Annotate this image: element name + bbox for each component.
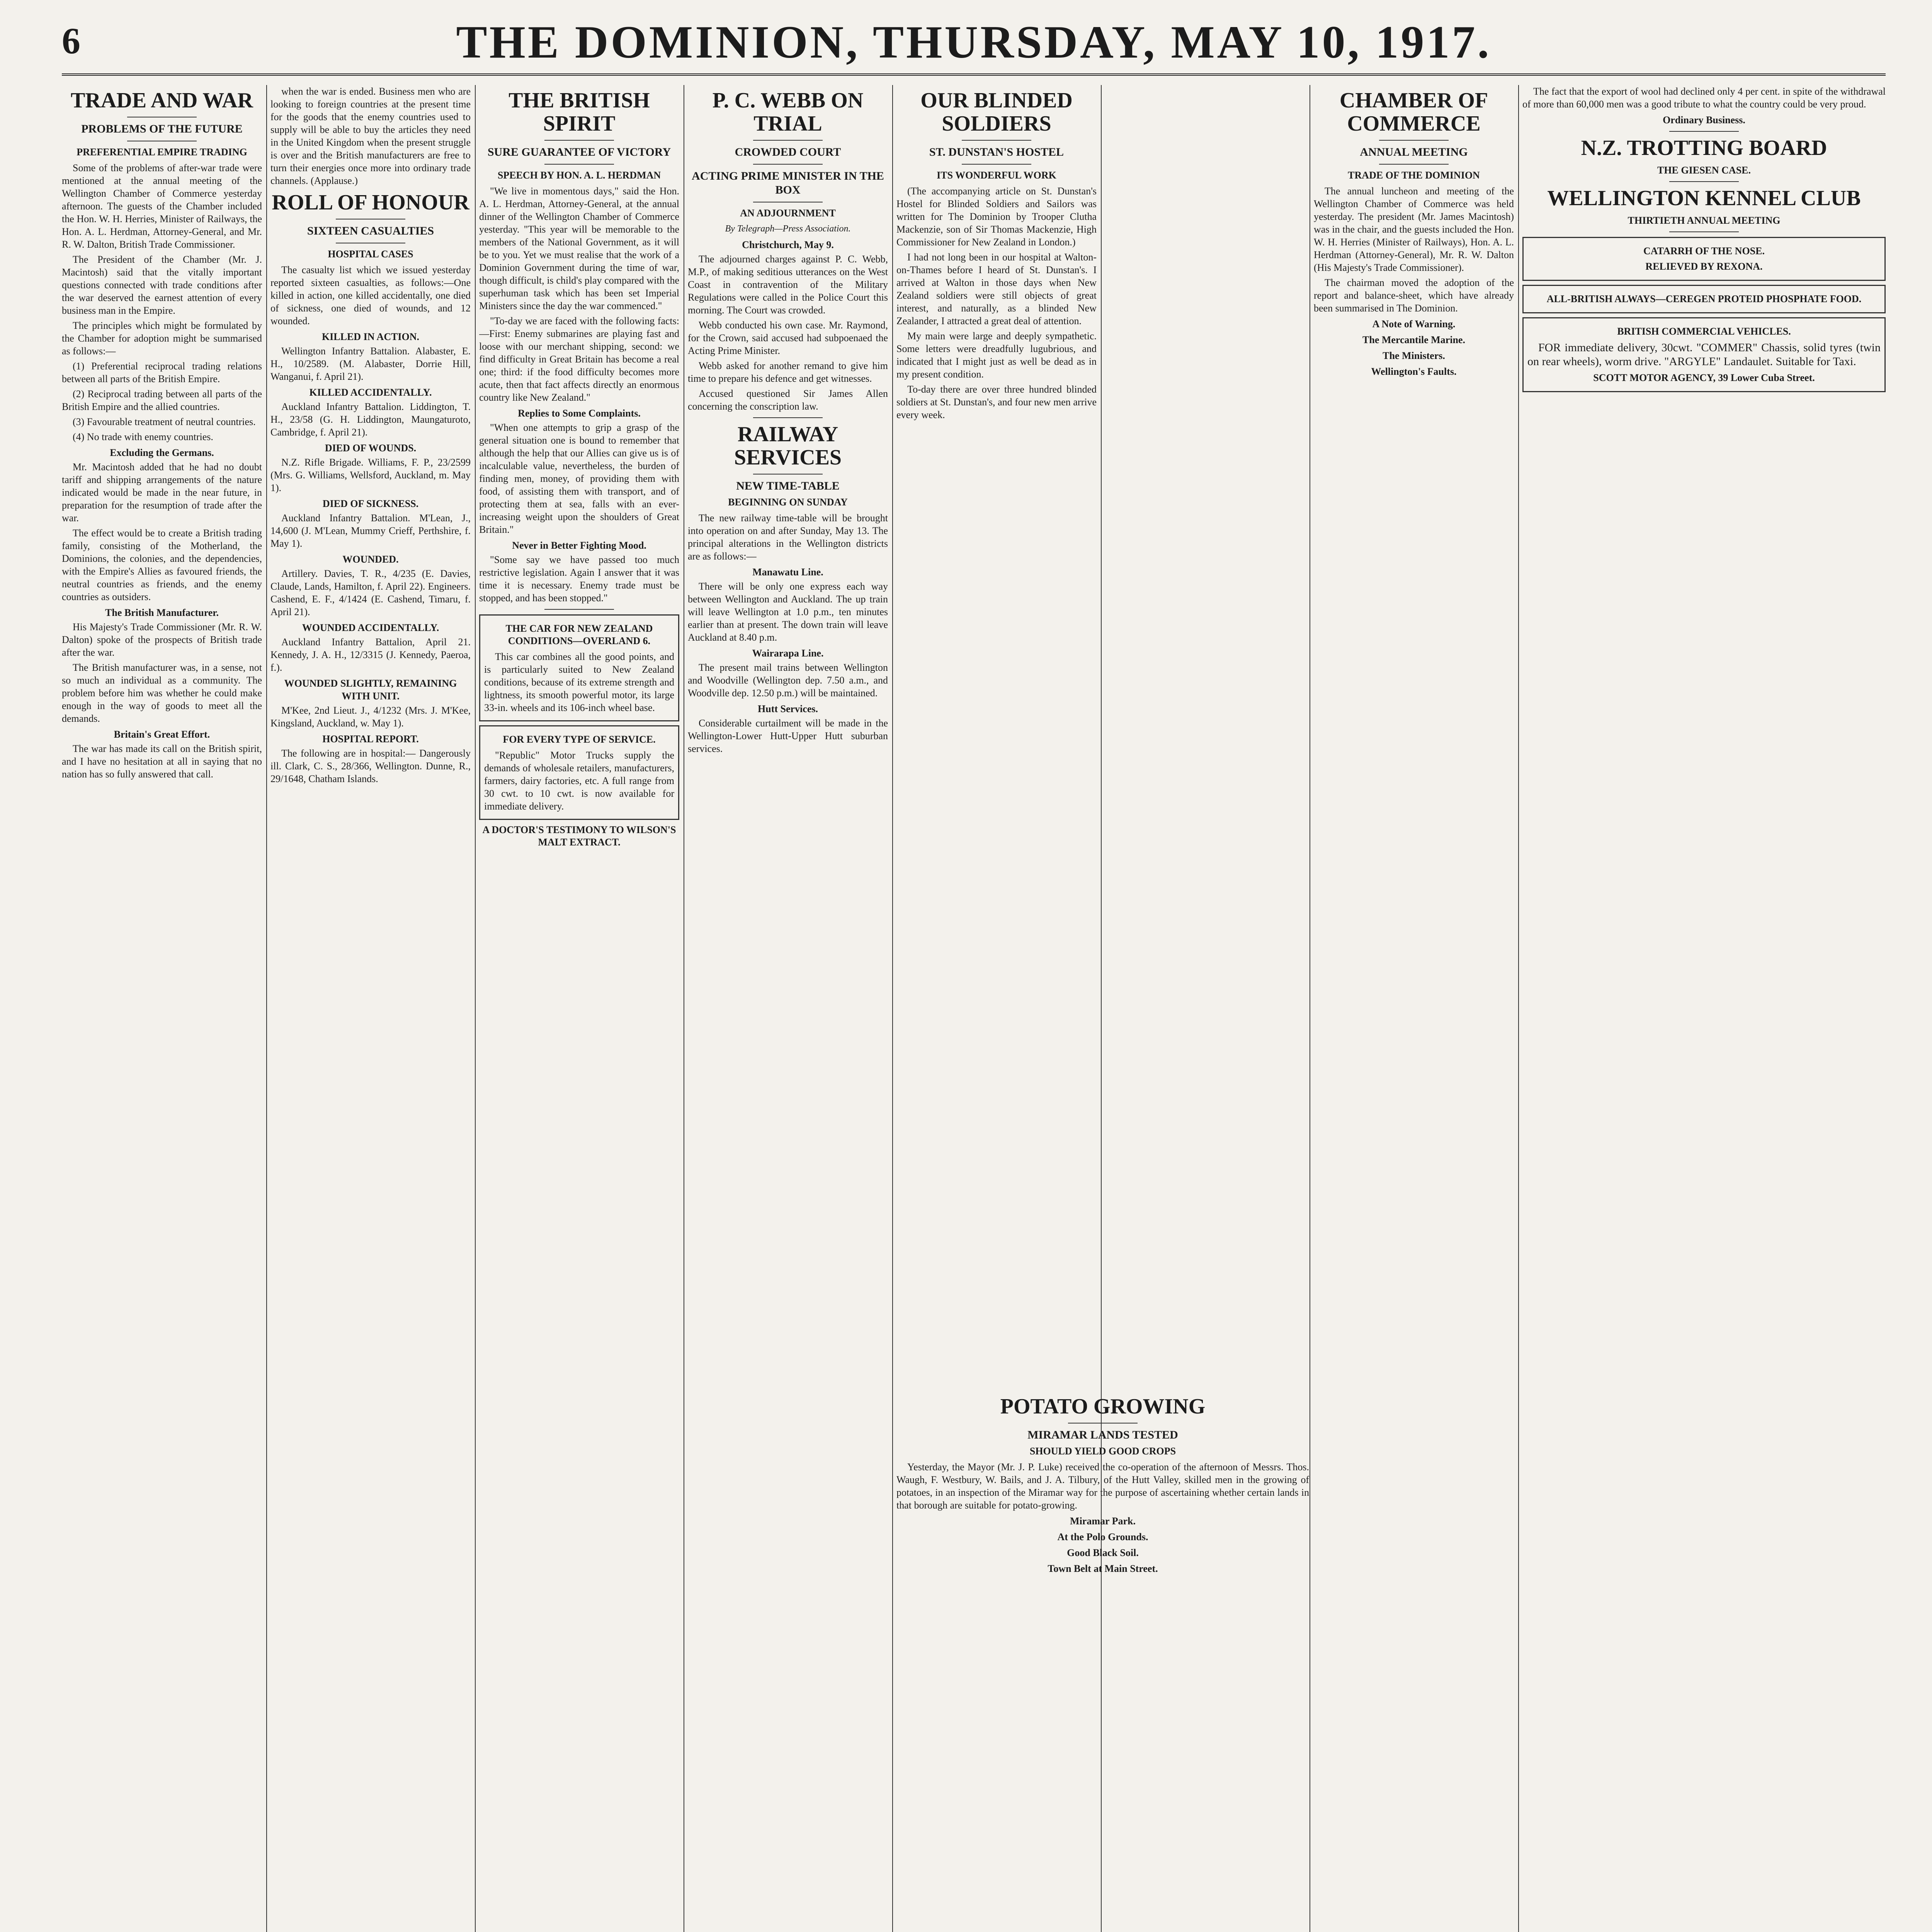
spacer [1105,85,1305,1337]
deck: CROWDED COURT [735,146,841,158]
subheading: KILLED IN ACTION. [321,331,420,342]
paragraph: Auckland Infantry Battalion, April 21. Kennedy, J. A. H., 12/3315 (J. Kennedy, Paeroa, f.). [270,636,471,673]
subheading: DIED OF SICKNESS. [322,498,419,509]
deck: PREFERENTIAL EMPIRE TRADING [77,146,247,158]
subheading: Never in Better Fighting Mood. [512,540,646,551]
paragraph: M'Kee, 2nd Lieut. J., 4/1232 (Mrs. J. M'Kee, Kingsland, Auckland, w. May 1). [270,705,471,729]
ad-text: This car combines all the good points, and is particularly suited to New Zealand conditions, because of its extreme strength and lightness, its smooth powerful motor, its large 33-in. wheels and its 106-inch wheel base. [484,651,674,713]
paragraph: Some of the problems of after-war trade were mentioned at the annual meeting of the Wellington Chamber of Commerce yesterday afternoon. The guests of the Chamber included the Hon. W. H. Herries, Minister of Railways, the Hon. A. L. Herdman, Attorney-General, and Mr. R. W. Dalton, British Trade Commissioner. [62,162,262,250]
headline-chamber-of-commerce: CHAMBER OF COMMERCE [1339,88,1488,136]
ad-text: "Republic" Motor Trucks supply the demands of wholesale retailers, manufacturers, farmers, dairy factories, etc. A full range from 30 cwt. to 10 cwt. is now available for immediate delivery. [484,750,674,812]
paragraph: The British manufacturer was, in a sense, not so much an individual as a community. The problem before him was whether he could make enough in the way of goods to meet all the demands. [62,662,262,724]
divider [1379,164,1449,165]
deck: SHOULD YIELD GOOD CROPS [1029,1446,1176,1457]
subheading: A Note of Warning. [1372,318,1456,330]
subheading: KILLED ACCIDENTALLY. [309,387,432,398]
deck: SURE GUARANTEE OF VICTORY [487,146,671,158]
subheading: HOSPITAL REPORT. [322,733,419,745]
paragraph: (The accompanying article on St. Dunstan's Hostel for Blinded Soldiers and Sailors was written for The Dominion by Trooper Clutha Mackenzie, son of Sir Thomas Mackenzie, High Commissioner for New Zealand in London.) [896,185,1097,248]
divider [962,164,1031,165]
masthead [62,15,1886,76]
deck: THIRTIETH ANNUAL MEETING [1628,215,1781,226]
paragraph: (3) Favourable treatment of neutral countries. [73,416,256,427]
subheading: DIED OF WOUNDS. [325,442,417,454]
paragraph: Auckland Infantry Battalion. Liddington, T. H., 23/58 (G. H. Liddington, Maungaturoto, Cambridge, f. April 21). [270,401,471,438]
paragraph: Artillery. Davies, T. R., 4/235 (E. Davies, Claude, Lands, Hamilton, f. April 22). Engineers. Cashend, E. F., 4/1424 (E. Cashend, Timaru, f. April 21). [270,568,471,617]
subheading: Replies to Some Complaints. [518,408,641,419]
divider [1379,140,1449,141]
headline-blinded-soldiers: OUR BLINDED SOLDIERS [920,88,1073,136]
subheading: Wairarapa Line. [752,648,824,659]
column-3 [479,85,679,1932]
headline-railway-services: RAILWAY SERVICES [734,422,842,469]
subheading: Britain's Great Effort. [114,729,210,740]
subheading: Manawatu Line. [752,566,823,578]
headline-kennel-club: WELLINGTON KENNEL CLUB [1547,186,1861,210]
divider [1669,231,1739,232]
paragraph: The President of the Chamber (Mr. J. Macintosh) said that the vitally important questions connected with trade conditions after the war deserved the earnest attention of every business man in the Empire. [62,254,262,316]
subheading: WOUNDED ACCIDENTALLY. [302,622,439,633]
page-number: 6 [62,20,80,61]
subheading: Hutt Services. [758,703,818,714]
column-rule [266,85,267,1932]
divider [544,140,614,141]
deck: ACTING PRIME MINISTER IN THE BOX [692,170,884,196]
subheading: Ordinary Business. [1663,114,1745,126]
paragraph: Considerable curtailment will be made in the Wellington-Lower Hutt-Upper Hutt suburban services. [688,718,888,754]
column-2 [270,85,471,1932]
deck: SPEECH BY HON. A. L. HERDMAN [497,170,661,181]
paragraph: "We live in momentous days," said the Hon. A. L. Herdman, Attorney-General, at the annual dinner of the Wellington Chamber of Commerce yesterday. "This year will be memorable to the members of the National Government, as it will be to you. Yet we must realise that the work of a Dominion Government during the time of war, though difficult, is child's play compared with the superhuman task which has been set Imperial Ministers since the day the war commenced." [479,185,679,311]
paragraph: Yesterday, the Mayor (Mr. J. P. Luke) received the co-operation of the afternoon of Messrs. Thos. Waugh, F. Westbury, W. Bails, and J. A. Tilbury, of the Hutt Valley, skilled men in the growing of potatoes, in an inspection of the Miramar way for the purpose of ascertaining whether certain lands in that borough are suitable for potato-growing. [896,1461,1309,1511]
ad-title: RELIEVED BY REXONA. [1645,261,1763,272]
paragraph: The war has made its call on the British spirit, and I have no hesitation at all in saying that no nation has so fully answered that call. [62,743,262,780]
paragraph: To-day there are over three hundred blinded soldiers at St. Dunstan's, and four new men arrive every week. [896,384,1097,420]
paragraph: The adjourned charges against P. C. Webb, M.P., of making seditious utterances on the West Coast in contravention of the Military Regulations were called in the Police Court this morning. The Court was crowded. [688,253,888,316]
ad-title: SCOTT MOTOR AGENCY, 39 Lower Cuba Street. [1593,372,1815,383]
deck: NEW TIME-TABLE [736,480,840,492]
paragraph: Auckland Infantry Battalion. M'Lean, J., 14,600 (J. M'Lean, Mummy Crieff, Perthshire, f. May 1). [270,512,471,549]
paragraph: N.Z. Rifle Brigade. Williams, F. P., 23/2599 (Mrs. G. Williams, Wellsford, Auckland, m. May 1). [270,457,471,493]
paragraph: Mr. Macintosh added that he had no doubt tariff and shipping arrangements of the nature indicated would be made in the near future, in preparation for the resumption of trade after the war. [62,461,262,524]
deck: MIRAMAR LANDS TESTED [1027,1429,1178,1441]
ad-title: BRITISH COMMERCIAL VEHICLES. [1617,326,1791,337]
paragraph: His Majesty's Trade Commissioner (Mr. R. W. Dalton) spoke of the prospects of British trade after the war. [62,621,262,658]
ad-title: THE CAR FOR NEW ZEALAND CONDITIONS—OVERLAND 6. [505,623,653,646]
advertisement-ceregen [1522,285,1886,313]
divider [753,417,823,418]
advertisement-commer [1522,317,1886,392]
ad-title: ALL-BRITISH ALWAYS—CEREGEN PROTEID PHOSPHATE FOOD. [1546,293,1862,304]
paragraph: The annual luncheon and meeting of the Wellington Chamber of Commerce was held yesterday. The president (Mr. James Macintosh) was in the chair, and the guests included the Hon. W. H. Herries (Minister of Railways), Hon. A. L. Herdman (Attorney-General), Mr. R. W. Dalton (His Majesty's Trade Commissioner). [1314,185,1514,273]
paragraph: The fact that the export of wool had declined only 4 per cent. in spite of the withdrawal of more than 60,000 men was a good tribute to what the country could be very proud. [1522,86,1886,110]
subheading: Miramar Park. [1070,1515,1136,1527]
column-rule [475,85,476,1932]
paragraph: The casualty list which we issued yesterday reported sixteen casualties, as follows:—One killed in action, one killed accidentally, one died of sickness, one died of wounds, and 12 wounded. [270,264,471,327]
headline-trotting-board: N.Z. TROTTING BOARD [1581,136,1827,160]
advertisement-rexona [1522,237,1886,281]
divider [544,164,614,165]
paragraph: (4) No trade with enemy countries. [73,431,213,442]
headline-potato-growing: POTATO GROWING [1000,1395,1206,1418]
column-1 [62,85,262,1932]
paragraph: There will be only one express each way between Wellington and Auckland. The up train will leave Wellington at 1.0 p.m., ten minutes earlier than at present. The down train will leave Auckland at 8.40 p.m. [688,581,888,643]
deck: BEGINNING ON SUNDAY [728,497,848,508]
column-7 [1314,85,1514,1932]
deck: HOSPITAL CASES [328,248,413,260]
column-8 [1522,85,1886,1932]
subheading: WOUNDED SLIGHTLY, REMAINING WITH UNIT. [284,678,457,702]
paragraph: "To-day we are faced with the following facts:—First: Enemy submarines are playing fast and loose with our merchant shipping, second: we find difficulty in Great Britain has become a real one; third: if the food difficulty becomes more acute, then that fact affects directly an enormous country like New Zealand." [479,315,679,403]
ad-title: A DOCTOR'S TESTIMONY TO WILSON'S MALT EXTRACT. [482,824,676,848]
paragraph: Webb conducted his own case. Mr. Raymond, for the Crown, said accused had subpoenaed the Acting Prime Minister. [688,320,888,356]
dateline: Christchurch, May 9. [742,239,834,250]
deck: SIXTEEN CASUALTIES [307,224,434,237]
subheading: Excluding the Germans. [110,447,214,458]
columns [62,85,1886,1932]
headline-british-spirit: THE BRITISH SPIRIT [509,88,650,136]
column-rule [1518,85,1519,1932]
paragraph: The effect would be to create a British trading family, consisting of the Motherland, the Dominions, the colonies, and the dependencies, with the Empire's Allies as favoured friends, the neutral countries as friends, and the enemy countries as outsiders. [62,527,262,602]
ad-title: FOR EVERY TYPE OF SERVICE. [503,734,656,745]
potato-article [896,1391,1309,1932]
paragraph: Accused questioned Sir James Allen concerning the conscription law. [688,388,888,412]
deck: AN ADJOURNMENT [740,207,836,219]
paragraph: "Some say we have passed too much restrictive legislation. Again I answer that it was time it is necessary. Enemy trade must be stopped, and has been stopped." [479,554,679,604]
ad-text: FOR immediate delivery, 30cwt. "COMMER" Chassis, solid tyres (twin on rear wheels), worm drive. "ARGYLE" Landaulet. Suitable for Taxi. [1527,341,1881,368]
paragraph: (2) Reciprocal trading between all parts of the British Empire and the allied countries. [62,388,262,412]
ad-title: CATARRH OF THE NOSE. [1643,245,1765,257]
column-4 [688,85,888,1932]
headline-trade-and-war: TRADE AND WAR [71,88,253,112]
paragraph: I had not long been in our hospital at Walton-on-Thames before I heard of St. Dunstan's. I arrived at Walton in those days when New Zealand soldiers were still objects of great interest, and naturally, as a blinded New Zealander, I attracted a great deal of attention. [896,252,1097,327]
deck: THE GIESEN CASE. [1657,165,1751,176]
deck: ITS WONDERFUL WORK [937,170,1056,181]
subheading: At the Polo Grounds. [1057,1531,1148,1543]
newspaper-title: THE DOMINION, THURSDAY, MAY 10, 1917. [456,16,1492,68]
subheading: Town Belt at Main Street. [1048,1563,1158,1574]
paragraph: The principles which might be formulated by the Chamber for adoption might be summarised as follows:— [62,320,262,357]
paragraph: The new railway time-table will be brought into operation on and after Sunday, May 13. The principal alterations in the Wellington districts are as follows:— [688,512,888,562]
paragraph: The following are in hospital:— Dangerously ill. Clark, C. S., 28/366, Wellington. Dunne, R., 29/1648, Chatham Islands. [270,748,471,784]
column-rule [892,85,893,1932]
deck: TRADE OF THE DOMINION [1348,170,1480,181]
deck: ST. DUNSTAN'S HOSTEL [929,146,1064,158]
divider [1669,181,1739,182]
subheading: The Mercantile Marine. [1362,334,1465,345]
subheading: Good Black Soil. [1067,1547,1139,1558]
paragraph: (1) Preferential reciprocal trading relations between all parts of the British Empire. [62,361,262,384]
paragraph: My main were large and deeply sympathetic. Some letters were dreadfully lugubrious, and indicated that I might just as well be dead as in my present condition. [896,330,1097,380]
subheading: Wellington's Faults. [1371,366,1457,377]
divider [753,140,823,141]
advertisement-republic [479,725,679,820]
paragraph: Wellington Infantry Battalion. Alabaster, E. H., 10/2589. (M. Alabaster, Dorrie Hill, Wanganui, f. April 21). [270,345,471,382]
subheading: The Ministers. [1383,350,1445,361]
paragraph: The chairman moved the adoption of the report and balance-sheet, which have already been summarised in The Dominion. [1314,277,1514,314]
paragraph: Webb asked for another remand to give him time to prepare his defence and get witnesses. [688,360,888,384]
divider [1669,131,1739,132]
deck: ANNUAL MEETING [1360,146,1468,158]
advertisement-overland [479,614,679,721]
paragraph: when the war is ended. Business men who are looking to foreign countries at the present time for the goods that the enemy countries used to supply will be able to buy the articles they need in the United Kingdom when the present struggle is over and the British manufacturers are free to turn their energies once more into ordinary trade channels. (Applause.) [270,86,471,186]
divider [753,164,823,165]
subheading: The British Manufacturer. [105,607,219,618]
headline-webb-trial: P. C. WEBB ON TRIAL [712,88,864,136]
deck: PROBLEMS OF THE FUTURE [81,122,243,135]
divider [962,140,1031,141]
subheading: WOUNDED. [342,554,399,565]
paragraph: The present mail trains between Wellington and Woodville (Wellington dep. 7.50 a.m., and Woodville dep. 12.50 p.m.) will be maintained. [688,662,888,699]
byline: By Telegraph—Press Association. [725,224,851,234]
paragraph: "When one attempts to grip a grasp of the general situation one is bound to remember that although the help that our Allies can give us is of incalculable value, nevertheless, the burden of finding men, money, of providing them with food, of assisting them with transport, and of protecting them at sea, falls with an ever-increasing weight upon the shoulders of Great Britain." [479,422,679,535]
divider [544,609,614,610]
headline-roll-of-honour: ROLL OF HONOUR [272,190,469,214]
